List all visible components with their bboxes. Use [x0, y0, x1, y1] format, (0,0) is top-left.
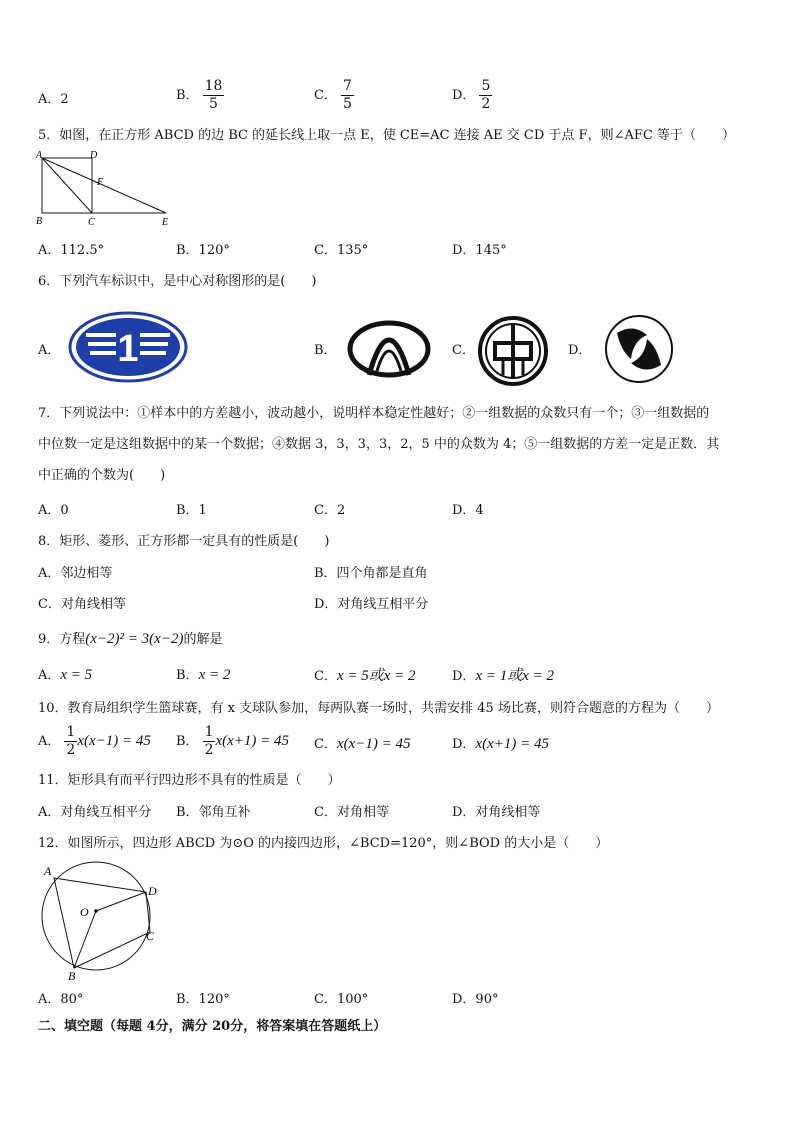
q8-option-d[interactable]: D．对角线互相平分	[314, 597, 429, 612]
q7-option-b[interactable]: B．1	[176, 503, 207, 518]
q8-option-a[interactable]: A．邻边相等	[38, 566, 113, 581]
q7-option-c[interactable]: C．2	[314, 503, 346, 518]
q9-option-c[interactable]: C．x = 5或x = 2	[314, 668, 416, 684]
q4-option-c[interactable]: C． $\frac{7}{5}$	[314, 78, 352, 112]
label-d: D	[90, 150, 98, 161]
diagonal-ac	[42, 158, 92, 213]
logo-a-glyph: 1	[117, 328, 139, 370]
q6-letter-d[interactable]: D．	[568, 343, 592, 358]
q12-option-c[interactable]: C．100°	[314, 992, 369, 1007]
q11-option-c[interactable]: C．对角相等	[314, 805, 389, 820]
q11-option-d[interactable]: D．对角线相等	[452, 805, 541, 820]
label-b: B	[36, 216, 43, 227]
radius-od	[96, 892, 146, 911]
q9-option-d[interactable]: D．x = 1或x = 2	[452, 668, 554, 684]
label-c: C	[146, 929, 155, 943]
section-heading: 二、填空题（每题 4分，满分 20分，将答案填在答题纸上）	[38, 1019, 387, 1034]
swirl-logo-icon[interactable]	[603, 313, 675, 385]
q8-option-b[interactable]: B．四个角都是直角	[314, 566, 428, 581]
q4-option-d[interactable]: D． $\frac{5}{2}$	[452, 78, 491, 112]
q5-text: 5．如图，在正方形 ABCD 的边 BC 的延长线上取一点 E，使 CE=AC 连接 AE 交 CD 于点 F，则∠AFC 等于（ ）	[38, 128, 735, 143]
zhong-logo-icon[interactable]	[477, 315, 549, 387]
q7-option-d[interactable]: D．4	[452, 503, 484, 518]
segment-ae	[42, 158, 166, 213]
q12-circle-figure	[34, 860, 164, 983]
fraction: $\frac{7}{5}$	[342, 78, 352, 112]
q6-text: 6．下列汽车标识中，是中心对称图形的是( )	[38, 274, 317, 289]
fraction: $\frac{5}{2}$	[481, 78, 491, 112]
center-point	[94, 909, 98, 913]
quadrilateral-abcd	[54, 878, 150, 968]
q8-text: 8．矩形、菱形、正方形都一定具有的性质是( )	[38, 534, 330, 549]
q4-option-b[interactable]: B． $\frac{18}{5}$	[176, 78, 223, 112]
q10-option-c[interactable]: C．x(x−1) = 45	[314, 736, 411, 752]
q9-text: 9．方程(x−2)² = 3(x−2)的解是	[38, 631, 223, 647]
q11-option-b[interactable]: B．邻角互补	[176, 805, 251, 820]
label-o: O	[80, 905, 89, 919]
arch-logo-icon[interactable]	[347, 313, 431, 379]
q9-equation: (x−2)² = 3(x−2)	[85, 631, 184, 647]
q5-option-d[interactable]: D．145°	[452, 243, 507, 258]
q9-option-a[interactable]: A．x = 5	[38, 667, 93, 683]
fraction: $\frac{1}{2}$	[204, 724, 214, 758]
label-a: A	[44, 864, 52, 878]
q12-option-a[interactable]: A．80°	[38, 992, 84, 1007]
label-b: B	[68, 969, 76, 983]
q10-option-b[interactable]: B． $\frac{1}{2}$ x(x+1) = 45	[176, 724, 290, 758]
q11-text: 11．矩形具有而平行四边形不具有的性质是（ ）	[38, 773, 341, 788]
label-f: F	[97, 177, 104, 188]
q6-letter-c[interactable]: C．	[452, 343, 475, 358]
q5-option-b[interactable]: B．120°	[176, 243, 230, 258]
q12-text: 12．如图所示，四边形 ABCD 为⊙O 的内接四边形，∠BCD=120°，则∠BOD 的大小是（ ）	[38, 836, 609, 851]
q9-option-b[interactable]: B．x = 2	[176, 667, 231, 683]
label-d: D	[148, 884, 157, 898]
label-e: E	[162, 217, 169, 228]
q12-option-b[interactable]: B．120°	[176, 992, 230, 1007]
q10-option-a[interactable]: A． $\frac{1}{2}$ x(x−1) = 45	[38, 724, 151, 758]
q12-option-d[interactable]: D．90°	[452, 992, 499, 1007]
q11-option-a[interactable]: A．对角线互相平分	[38, 805, 152, 820]
q6-letter-b[interactable]: B．	[314, 343, 337, 358]
q10-text: 10．教育局组织学生篮球赛，有 x 支球队参加，每两队赛一场时，共需安排 45 场比赛，则符合题意的方程为（ ）	[38, 701, 719, 716]
label-a: A	[36, 150, 43, 161]
q5-option-a[interactable]: A．112.5°	[38, 243, 105, 258]
q10-option-d[interactable]: D．x(x+1) = 45	[452, 736, 549, 752]
q7-option-a[interactable]: A．0	[38, 503, 69, 518]
q5-square-figure	[34, 150, 174, 226]
q7-text: 7．下列说法中：①样本中的方差越小，波动越小，说明样本稳定性越好；②一组数据的众数只有一个；③一组数据的 中位数一定是这组数据中的某一个数据；④数据 3，3，3，3，2，5 中的众数为 4；⑤一组数据的方差一定是正数．其 中正确的个数为( )	[38, 406, 720, 483]
q8-option-c[interactable]: C．对角线相等	[38, 597, 126, 612]
fraction: $\frac{18}{5}$	[204, 78, 223, 112]
q5-option-c[interactable]: C．135°	[314, 243, 369, 258]
fraction: $\frac{1}{2}$	[66, 724, 76, 758]
label-c: C	[88, 217, 95, 228]
q4-option-a[interactable]: A．2	[38, 92, 69, 107]
q6-letter-a[interactable]: A．	[38, 343, 61, 358]
faw-logo-icon[interactable]	[68, 311, 188, 383]
